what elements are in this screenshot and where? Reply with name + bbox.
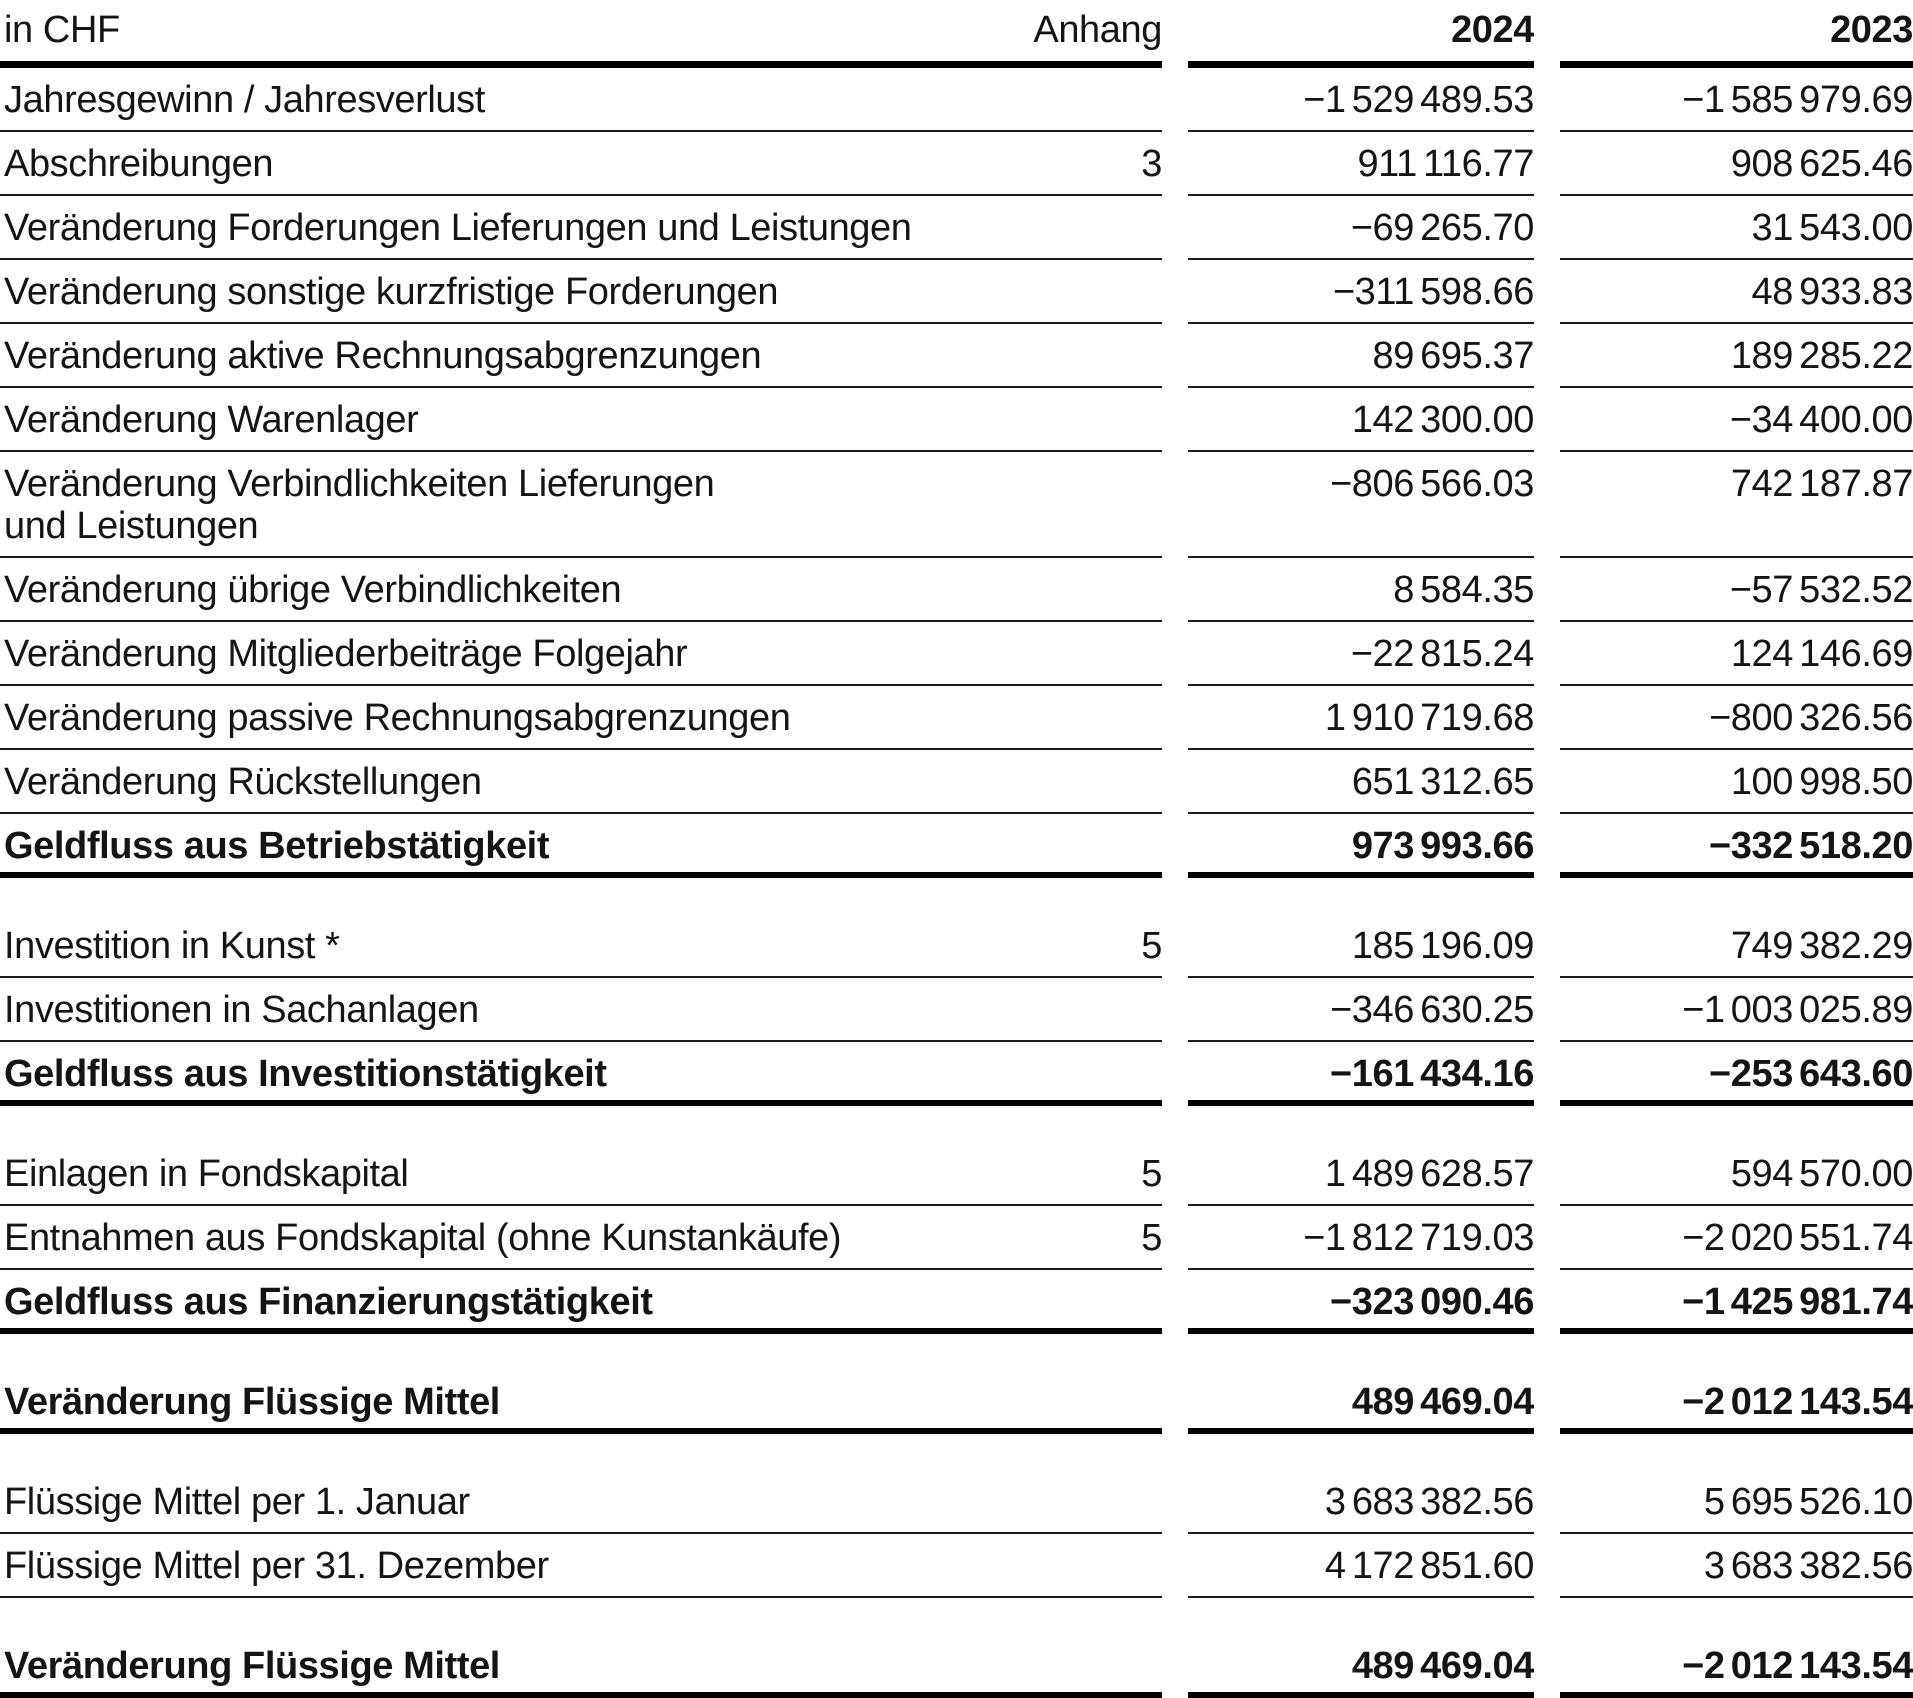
value-2023: −34 400.00 <box>1560 388 1913 452</box>
value-2023: 189 285.22 <box>1560 324 1913 388</box>
total-row-investitionstaetigkeit <box>0 1042 1913 1106</box>
value-2024: 4 172 851.60 <box>1188 1534 1534 1598</box>
value-2023: −2 020 551.74 <box>1560 1206 1913 1270</box>
value-2024: −161 434.16 <box>1188 1042 1534 1106</box>
row-label: Veränderung Rückstellungen <box>4 761 482 803</box>
table-row-investition-kunst <box>0 914 1913 978</box>
value-2023: 594 570.00 <box>1560 1142 1913 1206</box>
table-row-sonstige-forderungen <box>0 260 1913 324</box>
row-label-cell <box>0 260 1162 324</box>
column-header-anhang: Anhang <box>1033 9 1162 51</box>
value-2024: −69 265.70 <box>1188 196 1534 260</box>
row-label-cell <box>0 1142 1162 1206</box>
row-label-cell <box>0 914 1162 978</box>
value-2024: 185 196.09 <box>1188 914 1534 978</box>
value-2024: 489 469.04 <box>1188 1634 1534 1698</box>
table-row-passive-rechnungsabgrenzungen <box>0 686 1913 750</box>
value-2023: −332 518.20 <box>1560 814 1913 878</box>
value-2024: 651 312.65 <box>1188 750 1534 814</box>
row-label-cell <box>0 622 1162 686</box>
value-2024: −22 815.24 <box>1188 622 1534 686</box>
value-2024: 973 993.66 <box>1188 814 1534 878</box>
value-2023: −1 425 981.74 <box>1560 1270 1913 1334</box>
row-label-cell <box>0 452 1162 558</box>
value-2024: 3 683 382.56 <box>1188 1470 1534 1534</box>
column-header-2024: 2024 <box>1188 0 1534 68</box>
row-label-cell <box>0 558 1162 622</box>
value-2023: −2 012 143.54 <box>1560 1634 1913 1698</box>
row-label: Veränderung aktive Rechnungsabgrenzungen <box>4 335 762 377</box>
section-spacer <box>0 1334 1913 1370</box>
value-2024: −806 566.03 <box>1188 452 1534 558</box>
value-2023: 100 998.50 <box>1560 750 1913 814</box>
value-2023: 48 933.83 <box>1560 260 1913 324</box>
row-label-cell <box>0 1534 1162 1598</box>
row-label: Veränderung übrige Verbindlichkeiten <box>4 569 622 611</box>
row-label-cell <box>0 978 1162 1042</box>
row-label: Flüssige Mittel per 1. Januar <box>4 1481 470 1523</box>
row-label: Veränderung Mitgliederbeiträge Folgejahr <box>4 633 688 675</box>
anhang-value: 5 <box>1141 1153 1162 1195</box>
anhang-value: 5 <box>1141 1217 1162 1259</box>
value-2023: 31 543.00 <box>1560 196 1913 260</box>
total-row-veraenderung-fluessige-mittel <box>0 1370 1913 1434</box>
section-spacer <box>0 1434 1913 1470</box>
row-label: Jahresgewinn / Jahresverlust <box>4 79 485 121</box>
row-label-cell <box>0 1470 1162 1534</box>
header-label-cell <box>0 0 1162 68</box>
table-row-forderungen-ll <box>0 196 1913 260</box>
row-label-cell <box>0 132 1162 196</box>
column-header-2023: 2023 <box>1560 0 1913 68</box>
section-spacer <box>0 1598 1913 1634</box>
table-row-verbindlichkeiten-ll <box>0 452 1913 558</box>
total-row-betriebstaetigkeit <box>0 814 1913 878</box>
total-row-label: Geldfluss aus Betriebstätigkeit <box>4 825 550 867</box>
anhang-value: 5 <box>1141 925 1162 967</box>
row-label-line2: und Leistungen <box>4 505 259 547</box>
value-2023: −1 003 025.89 <box>1560 978 1913 1042</box>
value-2024: −311 598.66 <box>1188 260 1534 324</box>
row-label: Veränderung Warenlager <box>4 399 419 441</box>
row-label: Veränderung Forderungen Lieferungen und Leistungen <box>4 207 912 249</box>
value-2023: 749 382.29 <box>1560 914 1913 978</box>
value-2024: −1 812 719.03 <box>1188 1206 1534 1270</box>
row-label: Entnahmen aus Fondskapital (ohne Kunstankäufe) <box>4 1217 842 1259</box>
value-2024: 89 695.37 <box>1188 324 1534 388</box>
row-label: Einlagen in Fondskapital <box>4 1153 409 1195</box>
value-2024: 911 116.77 <box>1188 132 1534 196</box>
row-label: Veränderung sonstige kurzfristige Forderungen <box>4 271 779 313</box>
row-label-cell <box>0 388 1162 452</box>
table-row-jahresgewinn <box>0 68 1913 132</box>
row-label-cell <box>0 68 1162 132</box>
row-label: Investition in Kunst * <box>4 925 340 967</box>
value-2024: 489 469.04 <box>1188 1370 1534 1434</box>
row-label <box>4 463 714 547</box>
section-spacer <box>0 1106 1913 1142</box>
table-row-rueckstellungen <box>0 750 1913 814</box>
total-row-label: Geldfluss aus Investitionstätigkeit <box>4 1053 607 1095</box>
value-2024: −323 090.46 <box>1188 1270 1534 1334</box>
table-row-uebrige-verbindlichkeiten <box>0 558 1913 622</box>
value-2023: 908 625.46 <box>1560 132 1913 196</box>
unit-label: in CHF <box>4 9 120 51</box>
value-2023: 742 187.87 <box>1560 452 1913 558</box>
row-label-cell <box>0 1206 1162 1270</box>
table-row-abschreibungen <box>0 132 1913 196</box>
value-2024: 8 584.35 <box>1188 558 1534 622</box>
value-2024: 142 300.00 <box>1188 388 1534 452</box>
row-label-cell <box>0 1042 1162 1106</box>
row-label-cell <box>0 686 1162 750</box>
value-2023: −57 532.52 <box>1560 558 1913 622</box>
value-2023: −253 643.60 <box>1560 1042 1913 1106</box>
value-2023: 124 146.69 <box>1560 622 1913 686</box>
section-spacer <box>0 878 1913 914</box>
value-2023: 5 695 526.10 <box>1560 1470 1913 1534</box>
total-row-label: Veränderung Flüssige Mittel <box>4 1645 500 1687</box>
row-label: Investitionen in Sachanlagen <box>4 989 479 1031</box>
table-row-fluessige-mittel-dezember <box>0 1534 1913 1598</box>
table-row-einlagen-fondskapital <box>0 1142 1913 1206</box>
table-header-row <box>0 0 1913 68</box>
total-row-veraenderung-fluessige-mittel-2 <box>0 1634 1913 1698</box>
value-2023: −2 012 143.54 <box>1560 1370 1913 1434</box>
row-label-cell <box>0 324 1162 388</box>
row-label-line1: Veränderung Verbindlichkeiten Lieferungen <box>4 463 715 505</box>
total-row-label: Geldfluss aus Finanzierungstätigkeit <box>4 1281 653 1323</box>
table-row-aktive-rechnungsabgrenzungen <box>0 324 1913 388</box>
table-row-entnahmen-fondskapital <box>0 1206 1913 1270</box>
table-row-investitionen-sachanlagen <box>0 978 1913 1042</box>
table-row-fluessige-mittel-januar <box>0 1470 1913 1534</box>
row-label: Abschreibungen <box>4 143 274 185</box>
value-2023: −1 585 979.69 <box>1560 68 1913 132</box>
value-2024: −346 630.25 <box>1188 978 1534 1042</box>
row-label-cell <box>0 814 1162 878</box>
total-row-finanzierungstaetigkeit <box>0 1270 1913 1334</box>
total-row-label: Veränderung Flüssige Mittel <box>4 1381 500 1423</box>
row-label: Veränderung passive Rechnungsabgrenzungen <box>4 697 791 739</box>
value-2023: 3 683 382.56 <box>1560 1534 1913 1598</box>
row-label-cell <box>0 1370 1162 1434</box>
value-2024: 1 910 719.68 <box>1188 686 1534 750</box>
row-label-cell <box>0 750 1162 814</box>
value-2024: 1 489 628.57 <box>1188 1142 1534 1206</box>
table-row-warenlager <box>0 388 1913 452</box>
row-label-cell <box>0 196 1162 260</box>
row-label-cell <box>0 1270 1162 1334</box>
value-2024: −1 529 489.53 <box>1188 68 1534 132</box>
table-row-mitgliederbeitraege <box>0 622 1913 686</box>
row-label-cell <box>0 1634 1162 1698</box>
row-label: Flüssige Mittel per 31. Dezember <box>4 1545 549 1587</box>
value-2023: −800 326.56 <box>1560 686 1913 750</box>
anhang-value: 3 <box>1141 143 1162 185</box>
